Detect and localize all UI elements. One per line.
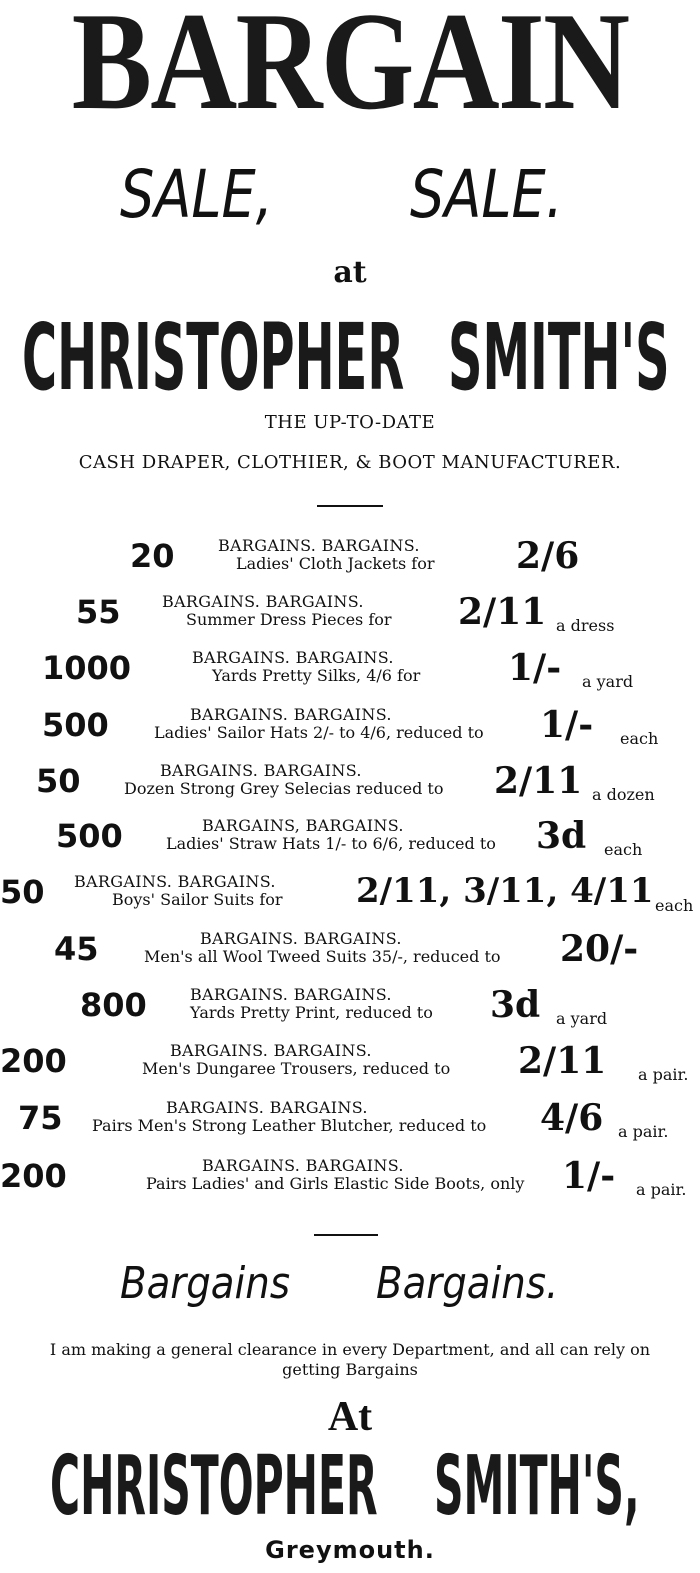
item-header: BARGAINS, BARGAINS. [202,816,404,835]
item-quantity: 50 [0,873,45,911]
list-item [0,815,700,874]
list-item [0,535,700,594]
list-item [0,928,700,987]
item-price: 20/- [560,928,639,970]
item-header: BARGAINS. BARGAINS. [202,1156,404,1175]
sale-word-2: SALE. [410,156,563,233]
item-quantity: 50 [36,762,81,800]
item-price: 3d [490,984,541,1026]
item-header: BARGAINS. BARGAINS. [74,872,276,891]
item-header: BARGAINS. BARGAINS. [162,592,364,611]
item-unit: a dress [556,616,615,635]
divider-top [317,505,383,507]
item-quantity: 20 [130,537,175,575]
item-description: Ladies' Sailor Hats 2/- to 4/6, reduced to [154,723,484,742]
divider-bottom [314,1234,378,1236]
at-bottom-label: At [327,1394,373,1440]
item-quantity: 200 [0,1157,67,1195]
item-quantity: 45 [54,930,99,968]
item-price: 1/- [562,1155,616,1197]
sale-word-1: SALE, [120,156,273,233]
item-quantity: 75 [18,1099,63,1137]
footer-shop-name-word-1: CHRISTOPHER [50,1439,378,1534]
item-price: 1/- [508,647,562,689]
item-unit: a pair. [636,1180,687,1199]
item-quantity: 500 [42,706,109,744]
list-item [0,591,700,650]
item-description: Men's all Wool Tweed Suits 35/-, reduced to [144,947,501,966]
item-unit: each [655,896,694,915]
item-price: 2/11 [494,760,583,802]
item-quantity: 200 [0,1042,67,1080]
at-label: at [333,255,367,290]
item-price: 2/11 [518,1040,607,1082]
list-item [0,1097,700,1156]
list-item [0,1155,700,1214]
shop-name-word-1: CHRISTOPHER [22,304,405,411]
list-item [0,704,700,763]
item-header: BARGAINS. BARGAINS. [190,985,392,1004]
item-description: Yards Pretty Silks, 4/6 for [212,666,421,685]
item-header: BARGAINS. BARGAINS. [190,705,392,724]
item-description: Pairs Men's Strong Leather Blutcher, reduced to [92,1116,487,1135]
subtitle-line-1: THE UP-TO-DATE [264,412,436,433]
item-unit: each [620,729,659,748]
item-unit: a pair. [618,1122,669,1141]
footer-shop-name-word-2: SMITH'S, [434,1439,640,1534]
item-description: Ladies' Straw Hats 1/- to 6/6, reduced to [166,834,496,853]
item-description: Pairs Ladies' and Girls Elastic Side Boots, only [146,1174,525,1193]
item-header: BARGAINS. BARGAINS. [166,1098,368,1117]
item-quantity: 1000 [42,649,132,687]
shop-name-word-2: SMITH'S [448,304,670,411]
item-description: Boys' Sailor Suits for [112,890,283,909]
item-unit: a pair. [638,1065,689,1084]
item-description: Dozen Strong Grey Selecias reduced to [124,779,444,798]
location: Greymouth. [265,1536,435,1564]
item-quantity: 500 [56,817,123,855]
headline: BARGAIN [71,0,629,139]
subtitle-line-2: CASH DRAPER, CLOTHIER, & BOOT MANUFACTURER. [78,452,622,473]
item-price: 1/- [540,704,594,746]
list-item [0,1040,700,1099]
item-header: BARGAINS. BARGAINS. [218,536,420,555]
item-price: 2/11 [458,591,547,633]
list-item [0,760,700,819]
item-description: Summer Dress Pieces for [186,610,392,629]
item-header: BARGAINS. BARGAINS. [200,929,402,948]
clearance-notice-line-1: I am making a general clearance in every Department, and all can rely on [49,1340,651,1359]
item-description: Yards Pretty Print, reduced to [190,1003,433,1022]
bargains-word-1: Bargains [120,1258,290,1309]
item-price: 4/6 [540,1097,604,1139]
item-unit: a yard [556,1009,608,1028]
item-header: BARGAINS. BARGAINS. [192,648,394,667]
item-unit: a dozen [592,785,655,804]
clearance-notice-line-2: getting Bargains [282,1360,418,1379]
item-description: Ladies' Cloth Jackets for [236,554,435,573]
item-quantity: 800 [80,986,147,1024]
item-header: BARGAINS. BARGAINS. [160,761,362,780]
clearance-notice [0,1340,700,1380]
list-item [0,984,700,1043]
item-description: Men's Dungaree Trousers, reduced to [142,1059,451,1078]
item-price: 2/11, 3/11, 4/11 [356,871,654,911]
list-item [0,647,700,706]
item-unit: each [604,840,643,859]
item-unit: a yard [582,672,634,691]
item-quantity: 55 [76,593,121,631]
list-item [0,871,700,930]
item-header: BARGAINS. BARGAINS. [170,1041,372,1060]
item-price: 3d [536,815,587,857]
bargains-word-2: Bargains. [376,1258,559,1309]
item-price: 2/6 [516,535,580,577]
